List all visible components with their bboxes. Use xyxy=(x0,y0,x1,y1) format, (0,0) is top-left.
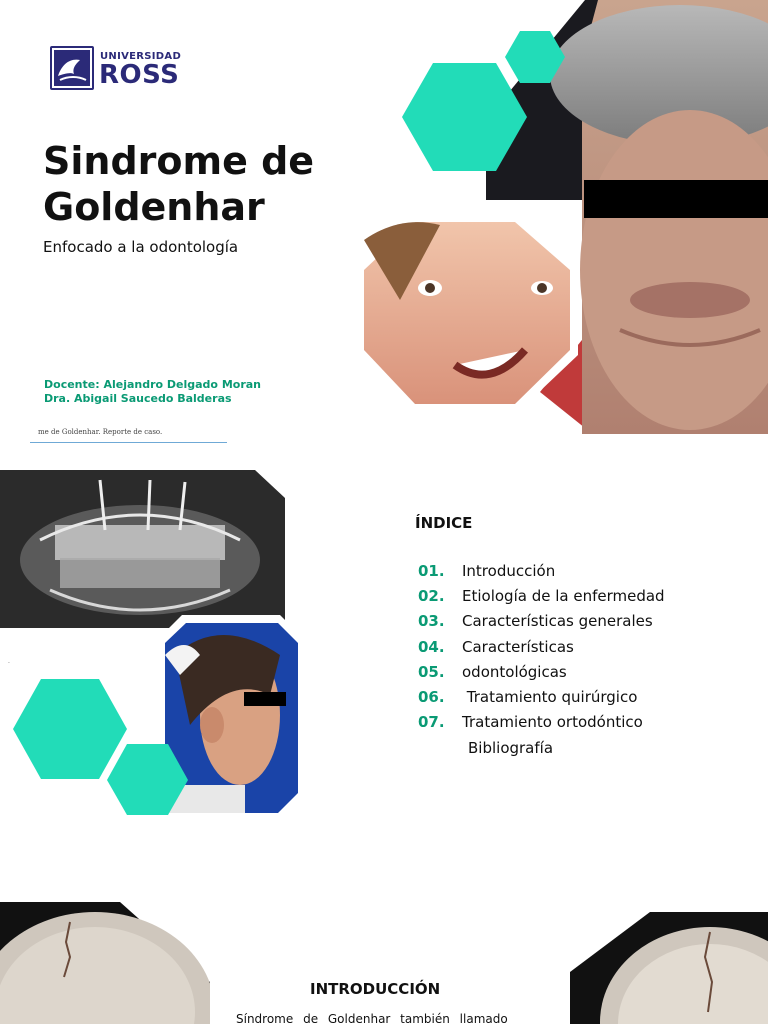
teal-hexagon-bottom xyxy=(107,744,188,815)
index-item[interactable] xyxy=(418,583,758,608)
censor-bar xyxy=(584,180,768,218)
index-item[interactable] xyxy=(418,609,758,634)
title-line-1: Sindrome de xyxy=(43,139,315,183)
index-number: 02. xyxy=(418,586,445,605)
index-number: 01. xyxy=(418,561,445,580)
teal-hexagon-left xyxy=(13,679,127,779)
hexagon-group xyxy=(10,676,190,816)
docente-line-2: Dra. Abigail Saucedo Balderas xyxy=(44,392,232,405)
index-label: Bibliografía xyxy=(468,738,554,757)
skull-image-right xyxy=(570,912,768,1024)
index-number: 07. xyxy=(418,713,445,732)
index-label: Características generales xyxy=(462,612,653,631)
index-label: Tratamiento ortodóntico xyxy=(462,713,643,732)
index-label: Características xyxy=(462,637,574,656)
logo-emblem-icon xyxy=(50,46,94,90)
index-label: odontológicas xyxy=(462,662,567,681)
index-item[interactable] xyxy=(418,710,758,735)
index-item[interactable] xyxy=(418,634,758,659)
index-number: 03. xyxy=(418,612,445,631)
index-item[interactable] xyxy=(418,735,758,760)
title-line-2: Goldenhar xyxy=(43,185,265,229)
top-collage xyxy=(360,0,768,434)
caption-snippet: me de Goldenhar. Reporte de caso. xyxy=(38,428,163,436)
index-label: Tratamiento quirúrgico xyxy=(462,688,638,707)
index-number: 04. xyxy=(418,637,445,656)
university-logo xyxy=(50,46,190,92)
intro-title: INTRODUCCIÓN xyxy=(310,980,441,998)
xray-image xyxy=(0,470,285,628)
divider xyxy=(30,442,227,443)
logo-small-text: UNIVERSIDAD xyxy=(100,51,182,62)
intro-text: Síndrome de Goldenhar también llamado xyxy=(236,1012,508,1026)
page-subtitle: Enfocado a la odontología xyxy=(43,238,239,256)
index-label: Etiología de la enfermedad xyxy=(462,586,665,605)
logo-big-text: ROSS xyxy=(99,60,180,90)
skull-image-left xyxy=(0,902,210,1024)
index-item[interactable] xyxy=(418,684,758,709)
index-item[interactable] xyxy=(418,659,758,684)
docente-block xyxy=(44,378,261,406)
censor-bar-small xyxy=(244,692,286,706)
index-list xyxy=(418,558,758,760)
index-item[interactable] xyxy=(418,558,758,583)
index-title: ÍNDICE xyxy=(415,514,473,532)
page-title xyxy=(43,138,373,230)
index-number: 06. xyxy=(418,688,445,707)
docente-line-1: Docente: Alejandro Delgado Moran xyxy=(44,378,262,391)
index-label: Introducción xyxy=(462,561,556,580)
index-number: 05. xyxy=(418,662,445,681)
